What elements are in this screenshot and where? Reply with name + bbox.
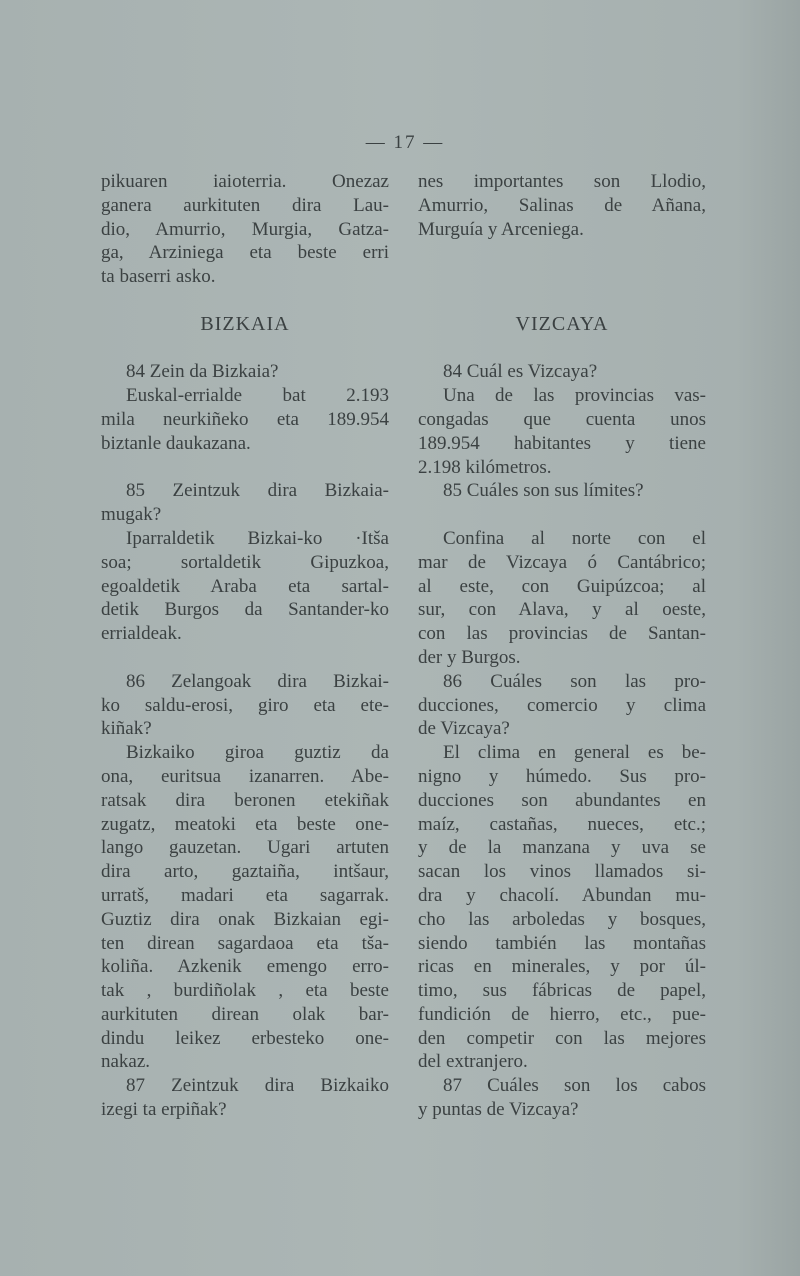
section-heading: VIZCAYA	[515, 312, 609, 335]
text-line: detik Burgos da Santander-ko	[101, 599, 389, 621]
text-line: nes importantes son Llodio,	[418, 171, 706, 192]
text-line: pikuaren iaioterria. Onezaz	[101, 171, 389, 192]
text-line: ducciones, comercio y clima	[418, 694, 706, 716]
text-line: congadas que cuenta unos	[418, 408, 706, 430]
text-line: den competir con las mejores	[418, 1027, 706, 1049]
blank-line	[101, 337, 389, 361]
text-line: 85 Cuáles son sus límites?	[443, 480, 644, 502]
text-line: cho las arboledas y bosques,	[418, 908, 706, 930]
blank-line	[101, 646, 389, 670]
text-line: Bizkaiko giroa guztiz da	[126, 742, 389, 764]
text-line: Guztiz dira onak Bizkaian egi-	[101, 908, 389, 930]
text-line: timo, sus fábricas de papel,	[418, 980, 706, 1002]
blank-line	[101, 289, 389, 313]
text-line: Amurrio, Salinas de Añana,	[418, 194, 706, 216]
text-line: de Vizcaya?	[418, 718, 510, 740]
text-line: dindu leikez erbesteko one-	[101, 1027, 389, 1049]
text-line: siendo también las montañas	[418, 932, 706, 954]
text-line: 84 Cuál es Vizcaya?	[443, 361, 598, 383]
text-line: al este, con Guipúzcoa; al	[418, 575, 706, 597]
text-line: errialdeak.	[101, 623, 182, 645]
text-line: ona, euritsua izanarren. Abe-	[101, 765, 389, 787]
text-line: Euskal-errialde bat 2.193	[126, 385, 389, 407]
text-line: aurkituten direan olak bar-	[101, 1003, 389, 1025]
text-line: maíz, castañas, nueces, etc.;	[418, 813, 706, 835]
text-line: ten direan sagardaoa eta tša-	[101, 932, 389, 954]
text-line: del extranjero.	[418, 1051, 528, 1073]
blank-line	[418, 289, 706, 313]
text-line: 87 Zeintzuk dira Bizkaiko	[126, 1075, 389, 1097]
text-line: ricas en minerales, y por úl-	[418, 956, 706, 978]
text-line: sacan los vinos llamados si-	[418, 861, 706, 883]
text-line: ducciones son abundantes en	[418, 789, 706, 811]
text-line: dra y chacolí. Abundan mu-	[418, 884, 706, 906]
text-line: koliña. Azkenik emengo erro-	[101, 956, 389, 978]
text-line: ratsak dira beronen etekiñak	[101, 789, 389, 811]
text-line: ta baserri asko.	[101, 266, 216, 288]
text-line: Confina al norte con el	[443, 527, 706, 549]
text-line: izegi ta erpiñak?	[101, 1099, 227, 1121]
page-number: — 17 —	[365, 132, 445, 153]
text-line: 85 Zeintzuk dira Bizkaia-	[126, 480, 389, 502]
text-line: egoaldetik Araba eta sartal-	[101, 575, 389, 597]
text-line: dira arto, gaztaiña, intšaur,	[101, 861, 389, 883]
text-line: 189.954 habitantes y tiene	[418, 432, 706, 454]
text-line: urratš, madari eta sagarrak.	[101, 884, 389, 906]
text-line: mar de Vizcaya ó Cantábrico;	[418, 551, 706, 573]
section-heading: BIZKAIA	[200, 312, 290, 335]
text-line: nakaz.	[101, 1051, 151, 1073]
text-line: Iparraldetik Bizkai-ko ·Itša	[126, 527, 389, 549]
blank-line	[418, 337, 706, 361]
text-line: El clima en general es be-	[443, 742, 706, 764]
text-line: dio, Amurrio, Murgia, Gatza-	[101, 218, 389, 240]
text-line: Una de las provincias vas-	[443, 385, 706, 407]
blank-line	[418, 265, 706, 289]
text-line: soa; sortaldetik Gipuzkoa,	[101, 551, 389, 573]
text-line: mugak?	[101, 504, 162, 526]
text-line: zugatz, meatoki eta beste one-	[101, 813, 389, 835]
text-line: con las provincias de Santan-	[418, 623, 706, 645]
text-line: 86 Cuáles son las pro-	[443, 670, 706, 692]
text-line: tak , burdiñolak , eta beste	[101, 980, 389, 1002]
text-line: biztanle daukazana.	[101, 432, 251, 454]
text-line: fundición de hierro, etc., pue-	[418, 1003, 706, 1025]
text-line: sur, con Alava, y al oeste,	[418, 599, 706, 621]
text-line: lango gauzetan. Ugari artuten	[101, 837, 389, 859]
text-line: Murguía y Arceniega.	[418, 218, 584, 240]
text-line: y de la manzana y uva se	[418, 837, 706, 859]
basque-text-column	[101, 170, 389, 1122]
text-line: y puntas de Vizcaya?	[418, 1099, 579, 1121]
text-line: mila neurkiñeko eta 189.954	[101, 408, 389, 430]
spanish-text-column	[418, 170, 706, 1122]
text-line: ko saldu-erosi, giro eta ete-	[101, 694, 389, 716]
text-line: 2.198 kilómetros.	[418, 456, 552, 478]
text-line: der y Burgos.	[418, 646, 521, 668]
blank-line	[418, 241, 706, 265]
blank-line	[418, 503, 706, 527]
text-line: kiñak?	[101, 718, 152, 740]
text-line: 86 Zelangoak dira Bizkai-	[126, 670, 389, 692]
text-line: ganera aurkituten dira Lau-	[101, 194, 389, 216]
text-line: 84 Zein da Bizkaia?	[126, 361, 279, 383]
blank-line	[101, 456, 389, 480]
text-line: ga, Arziniega eta beste erri	[101, 242, 389, 264]
text-line: nigno y húmedo. Sus pro-	[418, 765, 706, 787]
text-line: 87 Cuáles son los cabos	[443, 1075, 706, 1097]
